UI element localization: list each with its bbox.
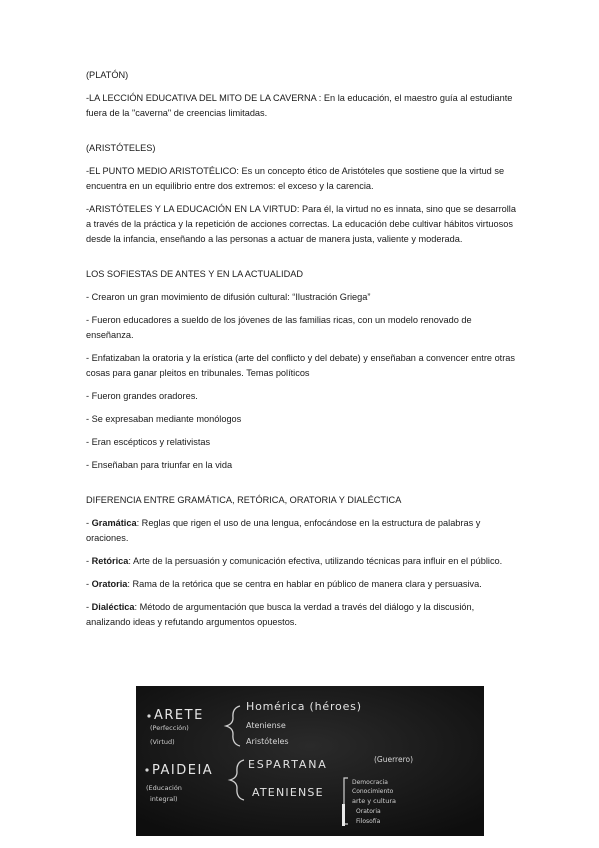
diferencia-heading: DIFERENCIA ENTRE GRAMÁTICA, RETÓRICA, ORATORIA Y DIALÉCTICA — [86, 495, 402, 505]
list-item-democracia: Democracia — [352, 779, 388, 786]
diferencia-item-oratoria: - Oratoria: Rama de la retórica que se centra en hablar en público de manera clara y persuasiva. — [86, 579, 482, 589]
bullet-dot — [145, 768, 148, 771]
aristoteles-heading: (ARISTÓTELES) — [86, 143, 156, 153]
chalkboard-drawing — [136, 686, 484, 836]
list-item-arte: arte y cultura — [352, 797, 397, 805]
diferencia-item-gramatica: - Gramática: Reglas que rigen el uso de una lengua, enfocándose en la estructura de palabras y oraciones. — [86, 518, 481, 543]
arete-sub2: (Virtud) — [150, 738, 175, 746]
sofistas-item: - Se expresaban mediante monólogos — [86, 414, 242, 424]
paideia-text: PAIDEIA — [152, 763, 214, 778]
bullet-dot — [147, 714, 150, 717]
sofistas-item: - Eran escépticos y relativistas — [86, 437, 211, 447]
list-item-conocimiento: Conocimiento — [352, 788, 394, 795]
sofistas-item: - Fueron educadores a sueldo de los jóvenes de las familias ricas, con un modelo renovado de enseñanza. — [86, 315, 472, 340]
paideia-sub1: (Educación — [146, 784, 182, 792]
sofistas-item: - Crearon un gran movimiento de difusión cultural: “Ilustración Griega” — [86, 292, 371, 302]
platon-item-caverna: -LA LECCIÓN EDUCATIVA DEL MITO DE LA CAVERNA : En la educación, el maestro guía al estudiante fuera de la "caverna" de creencias limitadas. — [86, 93, 513, 118]
term-retorica: Retórica — [91, 556, 129, 566]
sofistas-item: - Enseñaban para triunfar en la vida — [86, 460, 233, 470]
term-gramatica: Gramática — [91, 518, 137, 528]
arete-sub1: (Perfección) — [150, 724, 189, 732]
aristoteles-board-text: Aristóteles — [246, 737, 289, 746]
chalkboard-photo — [136, 686, 484, 836]
paideia-sub2: integral) — [150, 795, 178, 803]
ateniense-big-text: ATENIENSE — [252, 786, 324, 799]
espartana-text: ESPARTANA — [248, 758, 328, 771]
arete-text: ARETE — [154, 708, 204, 723]
guerrero-text: (Guerrero) — [374, 755, 414, 764]
list-item-filosofia: Filosofía — [356, 818, 381, 825]
list-item-oratoria: Oratoria — [356, 808, 381, 815]
chalk-stick — [342, 804, 345, 826]
aristoteles-item-punto-medio: -EL PUNTO MEDIO ARISTOTÉLICO: Es un concepto ético de Aristóteles que sostiene que la virtud se encuentra en un equilibrio entre dos extremos: el exceso y la carencia. — [86, 166, 505, 191]
sofistas-item: - Enfatizaban la oratoria y la erística (arte del conflicto y del debate) y enseñaban a convencer entre otras cosas para ganar pleitos en tribunales. Temas políticos — [86, 353, 515, 378]
homerica-text: Homérica (héroes) — [246, 700, 362, 713]
diferencia-item-dialectica: - Dialéctica: Método de argumentación que busca la verdad a través del diálogo y la discusión, analizando ideas y refutando argumentos opuestos. — [86, 602, 475, 627]
ateniense-small-text: Ateniense — [246, 721, 286, 730]
term-oratoria: Oratoria — [91, 579, 128, 589]
aristoteles-item-virtud: -ARISTÓTELES Y LA EDUCACIÓN EN LA VIRTUD: Para él, la virtud no es innata, sino que se desarrolla a través de la práctica y la repetición de acciones correctas. La educación debe cultivar hábitos virtuosos desde la infancia, enseñando a las personas a actuar de manera justa, valiente y moderada. — [86, 204, 516, 244]
diferencia-item-retorica: - Retórica: Arte de la persuasión y comunicación efectiva, utilizando técnicas para influir en el público. — [86, 556, 503, 566]
sofistas-item: - Fueron grandes oradores. — [86, 391, 198, 401]
sofistas-heading: LOS SOFIESTAS DE ANTES Y EN LA ACTUALIDAD — [86, 269, 303, 279]
term-dialectica: Dialéctica — [91, 602, 135, 612]
platon-heading: (PLATÓN) — [86, 70, 129, 80]
document-body — [86, 68, 516, 638]
